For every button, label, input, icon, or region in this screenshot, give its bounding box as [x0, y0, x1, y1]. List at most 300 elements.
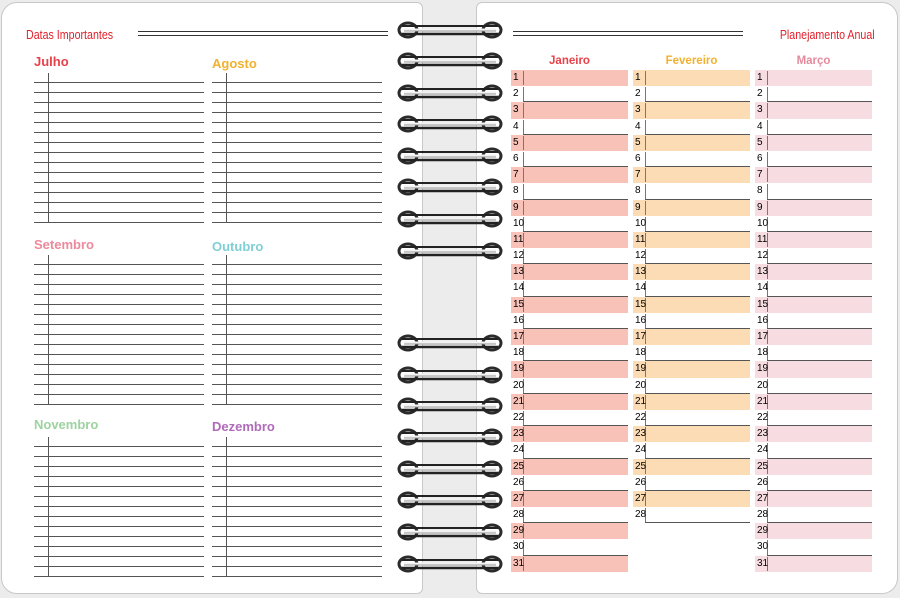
day-highlight: [511, 264, 628, 280]
note-line[interactable]: [34, 547, 204, 557]
day-number: 19: [635, 363, 647, 375]
day-row[interactable]: [755, 507, 872, 523]
note-line[interactable]: [212, 467, 382, 477]
day-row[interactable]: [755, 345, 872, 361]
note-line[interactable]: [212, 153, 382, 163]
day-number: 22: [757, 411, 769, 423]
note-line[interactable]: [34, 457, 204, 467]
day-row[interactable]: [511, 410, 628, 426]
note-line[interactable]: [34, 285, 204, 295]
day-highlight: [511, 135, 628, 151]
day-row[interactable]: [511, 119, 628, 135]
day-row[interactable]: [755, 313, 872, 329]
note-line[interactable]: [212, 193, 382, 203]
spiral-ring: [399, 86, 501, 100]
day-row[interactable]: [633, 183, 750, 199]
day-highlight: [755, 394, 872, 410]
note-line[interactable]: [212, 143, 382, 153]
note-line[interactable]: [212, 477, 382, 487]
day-number: 23: [757, 428, 769, 440]
note-line[interactable]: [34, 265, 204, 275]
margin-line: [226, 437, 227, 577]
day-row[interactable]: [755, 539, 872, 555]
day-number: 8: [757, 185, 763, 197]
day-number: 18: [757, 347, 769, 359]
day-row[interactable]: [633, 151, 750, 167]
note-line[interactable]: [34, 213, 204, 223]
day-row[interactable]: [633, 345, 750, 361]
day-number: 6: [635, 152, 641, 164]
note-line[interactable]: [212, 335, 382, 345]
day-divider: [645, 184, 646, 198]
note-line[interactable]: [34, 93, 204, 103]
day-row[interactable]: [633, 361, 750, 377]
note-line[interactable]: [212, 437, 382, 447]
day-row[interactable]: [511, 264, 628, 280]
day-row[interactable]: [511, 102, 628, 118]
day-number: 4: [513, 120, 519, 132]
note-line[interactable]: [212, 183, 382, 193]
day-highlight: [511, 297, 628, 313]
day-row[interactable]: [633, 280, 750, 296]
note-line[interactable]: [212, 305, 382, 315]
day-row[interactable]: [511, 232, 628, 248]
day-column-janeiro: [511, 70, 628, 572]
day-number: 24: [757, 444, 769, 456]
day-row[interactable]: [755, 475, 872, 491]
spiral-ring: [399, 557, 501, 571]
day-number: 16: [757, 314, 769, 326]
day-number: 17: [635, 331, 647, 342]
day-row[interactable]: [755, 280, 872, 296]
day-row[interactable]: [633, 86, 750, 102]
note-line[interactable]: [34, 487, 204, 497]
note-line[interactable]: [34, 537, 204, 547]
note-line[interactable]: [212, 557, 382, 567]
day-divider: [523, 168, 524, 182]
day-number: 6: [513, 152, 519, 164]
day-number: 26: [635, 476, 647, 488]
day-number: 7: [513, 169, 519, 181]
notes-lines-julho[interactable]: [34, 73, 204, 223]
spiral-ring: [399, 462, 501, 476]
day-row[interactable]: [633, 102, 750, 118]
note-line[interactable]: [212, 123, 382, 133]
note-line[interactable]: [212, 517, 382, 527]
note-line[interactable]: [34, 335, 204, 345]
note-line[interactable]: [34, 395, 204, 405]
note-line[interactable]: [212, 447, 382, 457]
day-row[interactable]: [755, 491, 872, 507]
day-number: 9: [757, 201, 763, 213]
day-number: 20: [513, 379, 525, 391]
day-row[interactable]: [755, 70, 872, 86]
day-divider: [523, 184, 524, 198]
day-row[interactable]: [511, 523, 628, 539]
day-row[interactable]: [511, 556, 628, 572]
day-row[interactable]: [511, 426, 628, 442]
day-row[interactable]: [633, 313, 750, 329]
day-highlight: [633, 102, 750, 118]
day-number: 2: [513, 88, 519, 100]
day-row[interactable]: [633, 426, 750, 442]
note-line[interactable]: [212, 113, 382, 123]
day-row[interactable]: [511, 459, 628, 475]
note-line[interactable]: [34, 113, 204, 123]
day-row[interactable]: [755, 119, 872, 135]
note-line[interactable]: [212, 255, 382, 265]
note-line[interactable]: [34, 557, 204, 567]
header-rule: [138, 31, 388, 36]
day-number: 16: [513, 314, 525, 326]
note-line[interactable]: [34, 325, 204, 335]
day-row[interactable]: [511, 491, 628, 507]
day-highlight: [511, 102, 628, 118]
day-highlight: [755, 135, 872, 151]
margin-line: [226, 255, 227, 405]
note-line[interactable]: [212, 345, 382, 355]
day-divider: [645, 168, 646, 182]
spiral-ring: [399, 244, 501, 258]
day-row[interactable]: [755, 183, 872, 199]
margin-line: [48, 437, 49, 577]
day-number: 2: [635, 88, 641, 100]
day-row[interactable]: [511, 183, 628, 199]
day-row[interactable]: [755, 442, 872, 458]
note-line[interactable]: [212, 83, 382, 93]
note-line[interactable]: [34, 163, 204, 173]
day-row[interactable]: [755, 556, 872, 572]
day-row[interactable]: [511, 151, 628, 167]
day-number: 10: [635, 217, 647, 229]
day-row[interactable]: [633, 167, 750, 183]
day-number: 13: [513, 266, 525, 278]
day-row[interactable]: [511, 394, 628, 410]
day-number: 14: [513, 282, 525, 294]
day-row[interactable]: [511, 200, 628, 216]
day-row[interactable]: [633, 297, 750, 313]
day-row[interactable]: [755, 167, 872, 183]
margin-line: [48, 255, 49, 405]
day-number: 4: [635, 120, 641, 132]
note-line[interactable]: [34, 73, 204, 83]
notes-lines-novembro[interactable]: [34, 437, 204, 577]
day-number: 22: [635, 411, 647, 423]
note-line[interactable]: [212, 497, 382, 507]
day-row[interactable]: [633, 491, 750, 507]
spiral-ring: [399, 117, 501, 131]
day-row[interactable]: [755, 216, 872, 232]
note-line[interactable]: [212, 385, 382, 395]
day-divider: [767, 87, 768, 101]
day-number: 19: [513, 363, 525, 375]
day-row[interactable]: [755, 86, 872, 102]
day-row[interactable]: [633, 200, 750, 216]
month-title-novembro: Novembro: [34, 417, 99, 432]
note-line[interactable]: [34, 375, 204, 385]
day-highlight: [755, 459, 872, 475]
note-line[interactable]: [212, 285, 382, 295]
header-rule: [513, 31, 743, 36]
note-line[interactable]: [212, 73, 382, 83]
day-row[interactable]: [633, 459, 750, 475]
note-line[interactable]: [212, 507, 382, 517]
note-line[interactable]: [212, 103, 382, 113]
note-line[interactable]: [34, 437, 204, 447]
day-row[interactable]: [755, 459, 872, 475]
day-row[interactable]: [633, 329, 750, 345]
day-number: 21: [635, 395, 647, 407]
note-line[interactable]: [212, 133, 382, 143]
note-line[interactable]: [34, 295, 204, 305]
day-highlight: [755, 491, 872, 507]
note-line[interactable]: [34, 103, 204, 113]
day-row[interactable]: [755, 410, 872, 426]
note-line[interactable]: [212, 375, 382, 385]
day-highlight: [755, 556, 872, 572]
day-highlight: [755, 426, 872, 442]
note-line[interactable]: [212, 315, 382, 325]
day-row[interactable]: [633, 394, 750, 410]
day-divider: [767, 103, 768, 117]
note-line[interactable]: [34, 385, 204, 395]
day-number: 9: [635, 201, 641, 213]
day-number: 17: [513, 331, 525, 342]
note-line[interactable]: [34, 123, 204, 133]
day-row[interactable]: [511, 86, 628, 102]
note-line[interactable]: [212, 203, 382, 213]
day-row[interactable]: [511, 167, 628, 183]
day-row[interactable]: [511, 442, 628, 458]
note-line[interactable]: [34, 507, 204, 517]
day-number: 23: [635, 428, 647, 440]
day-row[interactable]: [511, 329, 628, 345]
note-line[interactable]: [212, 567, 382, 577]
day-divider: [523, 71, 524, 85]
day-number: 12: [635, 250, 647, 262]
day-column-marco: [755, 70, 872, 572]
spiral-ring: [399, 180, 501, 194]
day-divider: [767, 71, 768, 85]
note-line[interactable]: [34, 173, 204, 183]
note-line[interactable]: [212, 487, 382, 497]
day-divider: [645, 201, 646, 215]
day-number: 7: [635, 169, 641, 181]
day-number: 11: [635, 233, 646, 245]
day-number: 15: [635, 298, 647, 310]
note-line[interactable]: [34, 345, 204, 355]
note-line[interactable]: [34, 133, 204, 143]
note-line[interactable]: [34, 203, 204, 213]
note-line[interactable]: [212, 355, 382, 365]
day-row[interactable]: [755, 151, 872, 167]
day-row[interactable]: [633, 264, 750, 280]
day-row[interactable]: [755, 297, 872, 313]
day-row[interactable]: [511, 475, 628, 491]
note-line[interactable]: [34, 183, 204, 193]
day-row[interactable]: [755, 248, 872, 264]
day-row[interactable]: [511, 248, 628, 264]
day-row[interactable]: [633, 70, 750, 86]
note-line[interactable]: [34, 315, 204, 325]
note-line[interactable]: [212, 547, 382, 557]
day-highlight: [633, 135, 750, 151]
spiral-ring: [399, 23, 501, 37]
day-row[interactable]: [633, 410, 750, 426]
note-line[interactable]: [212, 537, 382, 547]
day-row[interactable]: [511, 216, 628, 232]
spiral-ring: [399, 430, 501, 444]
day-highlight: [633, 232, 750, 248]
note-line[interactable]: [212, 325, 382, 335]
day-number: 5: [757, 136, 763, 148]
day-row[interactable]: [755, 135, 872, 151]
day-row[interactable]: [633, 378, 750, 394]
day-highlight: [755, 264, 872, 280]
day-highlight: [511, 426, 628, 442]
day-row[interactable]: [511, 280, 628, 296]
note-line[interactable]: [212, 275, 382, 285]
day-row[interactable]: [633, 248, 750, 264]
day-number: 13: [635, 266, 647, 278]
day-number: 30: [513, 541, 525, 553]
day-number: 24: [635, 444, 647, 456]
notes-lines-agosto[interactable]: [212, 73, 382, 223]
day-row[interactable]: [755, 329, 872, 345]
day-highlight: [511, 329, 628, 345]
note-line[interactable]: [212, 265, 382, 275]
day-row[interactable]: [755, 102, 872, 118]
day-row[interactable]: [633, 135, 750, 151]
day-number: 29: [513, 525, 525, 537]
day-number: 17: [757, 331, 769, 342]
note-line[interactable]: [34, 305, 204, 315]
spiral-ring: [399, 493, 501, 507]
day-number: 15: [757, 298, 769, 310]
day-number: 1: [757, 72, 763, 83]
note-line[interactable]: [212, 365, 382, 375]
day-number: 7: [757, 169, 763, 181]
day-row[interactable]: [511, 345, 628, 361]
note-line[interactable]: [34, 83, 204, 93]
day-divider: [767, 184, 768, 198]
month-title-julho: Julho: [34, 54, 69, 69]
day-number: 6: [757, 152, 763, 164]
note-line[interactable]: [34, 275, 204, 285]
notes-lines-outubro[interactable]: [212, 255, 382, 405]
day-row[interactable]: [511, 297, 628, 313]
day-row[interactable]: [633, 442, 750, 458]
day-number: 12: [513, 250, 525, 262]
day-number: 8: [635, 185, 641, 197]
day-divider: [767, 168, 768, 182]
day-divider: [645, 103, 646, 117]
note-line[interactable]: [212, 163, 382, 173]
note-line[interactable]: [34, 527, 204, 537]
note-line[interactable]: [34, 355, 204, 365]
note-line[interactable]: [34, 467, 204, 477]
day-highlight: [755, 361, 872, 377]
day-highlight: [755, 297, 872, 313]
day-row[interactable]: [633, 119, 750, 135]
note-line[interactable]: [34, 255, 204, 265]
note-line[interactable]: [34, 193, 204, 203]
note-line[interactable]: [34, 153, 204, 163]
notes-lines-dezembro[interactable]: [212, 437, 382, 577]
day-row[interactable]: [755, 394, 872, 410]
day-highlight: [511, 200, 628, 216]
note-line[interactable]: [34, 477, 204, 487]
note-line[interactable]: [212, 295, 382, 305]
day-number: 3: [757, 104, 763, 116]
day-row[interactable]: [755, 523, 872, 539]
note-line[interactable]: [212, 527, 382, 537]
note-line[interactable]: [34, 517, 204, 527]
day-row[interactable]: [755, 264, 872, 280]
day-number: 4: [757, 120, 763, 132]
day-divider: [523, 120, 524, 134]
day-highlight: [633, 70, 750, 86]
day-highlight: [755, 523, 872, 539]
note-line[interactable]: [34, 567, 204, 577]
day-row[interactable]: [633, 232, 750, 248]
day-row[interactable]: [633, 507, 750, 523]
note-line[interactable]: [34, 365, 204, 375]
note-line[interactable]: [34, 497, 204, 507]
day-highlight: [511, 70, 628, 86]
note-line[interactable]: [212, 173, 382, 183]
day-row[interactable]: [755, 378, 872, 394]
day-highlight: [633, 167, 750, 183]
day-row[interactable]: [755, 426, 872, 442]
day-number: 31: [757, 557, 769, 569]
day-row[interactable]: [633, 475, 750, 491]
day-number: 30: [757, 541, 769, 553]
day-row[interactable]: [511, 135, 628, 151]
day-highlight: [755, 232, 872, 248]
note-line[interactable]: [212, 93, 382, 103]
note-line[interactable]: [212, 395, 382, 405]
day-highlight: [511, 523, 628, 539]
notes-lines-setembro[interactable]: [34, 255, 204, 405]
day-row[interactable]: [511, 539, 628, 555]
day-row[interactable]: [511, 313, 628, 329]
day-row[interactable]: [511, 507, 628, 523]
day-number: 28: [757, 509, 769, 521]
day-highlight: [755, 70, 872, 86]
note-line[interactable]: [34, 143, 204, 153]
month-title-setembro: Setembro: [34, 237, 94, 252]
day-number: 27: [513, 492, 525, 504]
month-title-agosto: Agosto: [212, 56, 257, 71]
day-row[interactable]: [511, 361, 628, 377]
day-number: 25: [757, 460, 769, 472]
note-line[interactable]: [212, 213, 382, 223]
day-number: 3: [513, 104, 519, 116]
note-line[interactable]: [34, 447, 204, 457]
day-number: 9: [513, 201, 519, 213]
day-row[interactable]: [755, 200, 872, 216]
day-divider: [645, 120, 646, 134]
day-row[interactable]: [755, 232, 872, 248]
note-line[interactable]: [212, 457, 382, 467]
day-row[interactable]: [511, 378, 628, 394]
day-row[interactable]: [633, 216, 750, 232]
day-row[interactable]: [511, 70, 628, 86]
day-row[interactable]: [755, 361, 872, 377]
day-highlight: [633, 361, 750, 377]
day-divider: [523, 87, 524, 101]
